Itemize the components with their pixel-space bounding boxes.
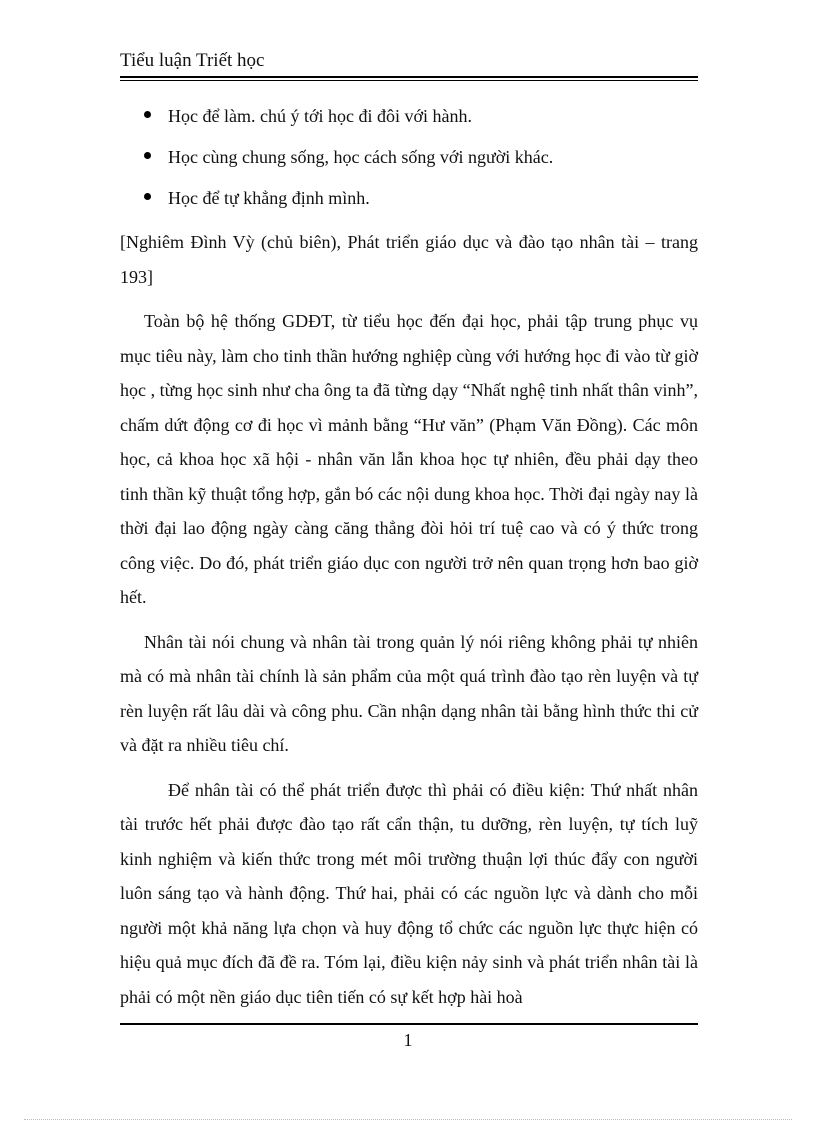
- header-rule-thin: [120, 80, 698, 81]
- bullet-list: [144, 100, 553, 223]
- list-item: Học để tự khẳng định mình.: [144, 182, 553, 223]
- paragraph: Để nhân tài có thể phát triển được thì phải có điều kiện: Thứ nhất nhân tài trước hết phải được đào tạo rất cẩn thận, tu dưỡng, rèn luyện, tự tích luỹ kinh nghiệm và kiến thức trong mét môi trường thuận lợi thúc đẩy con người luôn sáng tạo và hành động. Thứ hai, phải có các nguồn lực và dành cho mỗi người một khả năng lựa chọn và huy động tổ chức các nguồn lực thực hiện có hiệu quả mục đích đã đề ra. Tóm lại, điều kiện nảy sinh và phát triển nhân tài là phải có một nền giáo dục tiên tiến có sự kết hợp hài hoà: [120, 779, 698, 1007]
- header-title: Tiểu luận Triết học: [120, 50, 265, 71]
- footer-rule: [120, 1023, 698, 1025]
- bullet-icon: [144, 193, 151, 200]
- paragraph: Toàn bộ hệ thống GDĐT, từ tiểu học đến đại học, phải tập trung phục vụ mục tiêu này, làm cho tinh thần hướng nghiệp cùng với hướng học đi vào từ giờ học , từng học sinh như cha ông ta đã từng dạy “Nhất nghệ tinh nhất thân vinh”, chấm dứt động cơ đi học vì mảnh bằng “Hư văn” (Phạm Văn Đồng). Các môn học, cả khoa học xã hội - nhân văn lẫn khoa học tự nhiên, đều phải dạy theo tinh thần kỹ thuật tổng hợp, gắn bó các nội dung khoa học. Thời đại ngày nay là thời đại lao động ngày càng căng thẳng đòi hỏi trí tuệ cao và có ý thức trong công việc. Do đó, phát triển giáo dục con người trở nên quan trọng hơn bao giờ hết.: [120, 311, 698, 607]
- body-text: [120, 225, 698, 1014]
- bullet-icon: [144, 152, 151, 159]
- page-edge-divider: [24, 1119, 792, 1120]
- paragraph: Nhân tài nói chung và nhân tài trong quản lý nói riêng không phải tự nhiên mà có mà nhân tài chính là sản phẩm của một quá trình đào tạo rèn luyện và tự rèn luyện rất lâu dài và công phu. Cần nhận dạng nhân tài bằng hình thức thi cử và đặt ra nhiều tiêu chí.: [120, 631, 698, 755]
- page-number: 1: [403, 1030, 413, 1050]
- list-item: Học để làm. chú ý tới học đi đôi với hành.: [144, 100, 553, 141]
- citation-paragraph: [Nghiêm Đình Vỳ (chủ biên), Phát triển giáo dục và đào tạo nhân tài – trang 193]: [120, 232, 698, 287]
- bullet-icon: [144, 111, 151, 118]
- header-rule: [120, 76, 698, 78]
- list-item: Học cùng chung sống, học cách sống với người khác.: [144, 141, 553, 182]
